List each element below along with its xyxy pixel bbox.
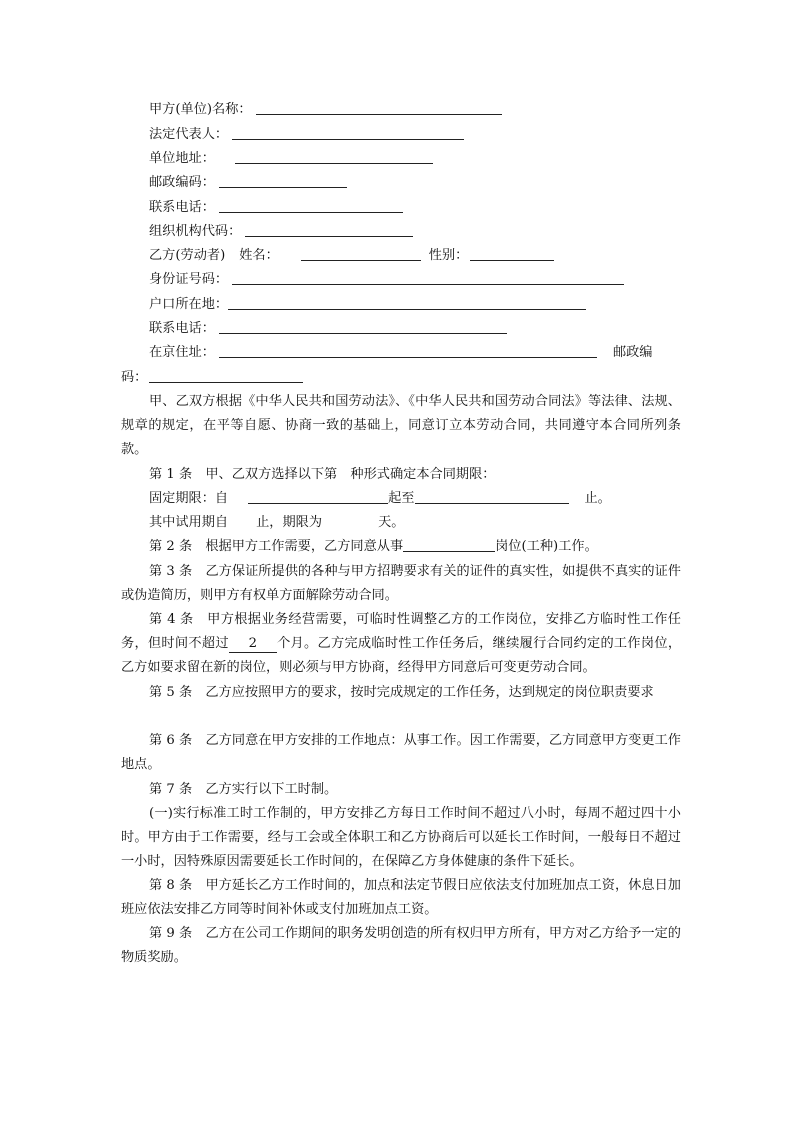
phone-a-label: 联系电话： <box>149 200 215 215</box>
postal-code-b-label-1: 邮政编 <box>612 345 653 360</box>
unit-address-input[interactable] <box>235 149 433 164</box>
beijing-address-input[interactable] <box>219 343 597 358</box>
gender-label: 性别： <box>428 248 469 263</box>
article-1: 第 1 条 甲、乙双方选择以下第 种形式确定本合同期限： <box>149 467 496 482</box>
hukou-label: 户口所在地： <box>149 297 229 312</box>
phone-b-input[interactable] <box>219 319 507 334</box>
hukou-row <box>149 293 586 317</box>
phone-b-row <box>149 317 507 341</box>
article-5: 第 5 条 乙方应按照甲方的要求，按时完成规定的工作任务，达到规定的岗位职责要求 <box>149 685 654 700</box>
fixed-term-end-label: 止。 <box>584 491 611 506</box>
gender-input[interactable] <box>470 246 554 261</box>
beijing-address-label: 在京住址： <box>149 345 215 360</box>
article-3: 第 3 条 乙方保证所提供的各种与甲方招聘要求有关的证件的真实性，如提供不真实的证件或伪造简历，则甲方有权单方面解除劳动合同。 <box>121 564 681 604</box>
legal-rep-row <box>149 123 464 147</box>
postal-code-b-input[interactable] <box>149 368 303 383</box>
id-number-label: 身份证号码： <box>149 272 229 287</box>
article-7-item-1: (一)实行标准工时工作制的，甲方安排乙方每日工作时间不超过八小时，每周不超过四十小时。甲方由于工作需要，经与工会或全体职工和乙方协商后可以延长工作时间，一般每日不超过一小时，因特殊原因需要延长工作时间的，在保障乙方身体健康的条件下延长。 <box>121 806 681 870</box>
fixed-term-start-input[interactable] <box>248 489 388 504</box>
party-b-label: 乙方(劳动者) <box>149 248 226 263</box>
phone-b-label: 联系电话： <box>149 321 215 336</box>
id-number-input[interactable] <box>232 270 624 285</box>
id-number-row <box>149 268 624 292</box>
trial-end-label: 止，期限为 <box>256 515 323 530</box>
article-2 <box>149 535 598 559</box>
legal-rep-input[interactable] <box>232 125 464 140</box>
hukou-input[interactable] <box>228 295 586 310</box>
party-a-name-input[interactable] <box>256 100 502 115</box>
name-input[interactable] <box>301 246 421 261</box>
article-2-text-b: 岗位(工种)工作。 <box>495 539 598 554</box>
intro-paragraph: 甲、乙双方根据《中华人民共和国劳动法》、《中华人民共和国劳动合同法》等法律、法规、规章的规定，在平等自愿、协商一致的基础上，同意订立本劳动合同，共同遵守本合同所列条款。 <box>121 394 681 458</box>
article-4-text-b: 个月。乙方完成临时性工作任务后，继续履行合同约定的工作岗位，乙方如要求留在新的岗位，则必须与甲方协商，经得甲方同意后可变更劳动合同。 <box>121 636 682 676</box>
phone-a-row <box>149 196 403 220</box>
article-4-text-a: 第 4 条 甲方根据业务经营需要，可临时性调整乙方的工作岗位，安排乙方临时性工作任务，但时间不超过 <box>121 612 681 652</box>
fixed-term-to-label: 起至 <box>388 491 415 506</box>
org-code-label: 组织机构代码： <box>149 224 242 239</box>
beijing-address-row <box>149 341 653 365</box>
fixed-term-end-input[interactable] <box>415 489 569 504</box>
article-7: 第 7 条 乙方实行以下工时制。 <box>149 782 338 797</box>
article-6: 第 6 条 乙方同意在甲方安排的工作地点：从事工作。因工作需要，乙方同意甲方变更工作地点。 <box>121 733 681 773</box>
party-a-name-row <box>149 98 502 122</box>
article-1-trial <box>149 511 404 535</box>
org-code-row <box>149 220 413 244</box>
trial-days-label: 天。 <box>378 515 405 530</box>
org-code-input[interactable] <box>245 222 413 237</box>
unit-address-row <box>149 147 433 171</box>
fixed-term-label: 固定期限：自 <box>149 491 229 506</box>
name-label: 姓名： <box>239 248 279 263</box>
article-1-fixed-term <box>149 487 611 511</box>
postal-code-b-label-2: 码： <box>121 370 148 385</box>
trial-label: 其中试用期自 <box>149 515 229 530</box>
article-2-text-a: 第 2 条 根据甲方工作需要，乙方同意从事 <box>149 539 404 554</box>
postal-code-row <box>149 171 347 195</box>
postal-code-b-row <box>121 366 303 390</box>
article-9: 第 9 条 乙方在公司工作期间的职务发明创造的所有权归甲方所有，甲方对乙方给予一定的物质奖励。 <box>121 926 681 966</box>
article-4 <box>121 608 681 681</box>
article-8: 第 8 条 甲方延长乙方工作时间的，加点和法定节假日应依法支付加班加点工资，休息日加班应依法安排乙方同等时间补休或支付加班加点工资。 <box>121 878 681 918</box>
phone-a-input[interactable] <box>219 198 403 213</box>
legal-rep-label: 法定代表人： <box>149 127 229 142</box>
months-value[interactable]: 2 <box>229 636 277 653</box>
postal-code-input[interactable] <box>219 173 347 188</box>
position-input[interactable] <box>403 537 495 552</box>
postal-code-label: 邮政编码： <box>149 175 215 190</box>
unit-address-label: 单位地址： <box>149 151 215 166</box>
party-a-name-label: 甲方(单位)名称： <box>149 102 252 117</box>
party-b-row <box>149 244 554 268</box>
